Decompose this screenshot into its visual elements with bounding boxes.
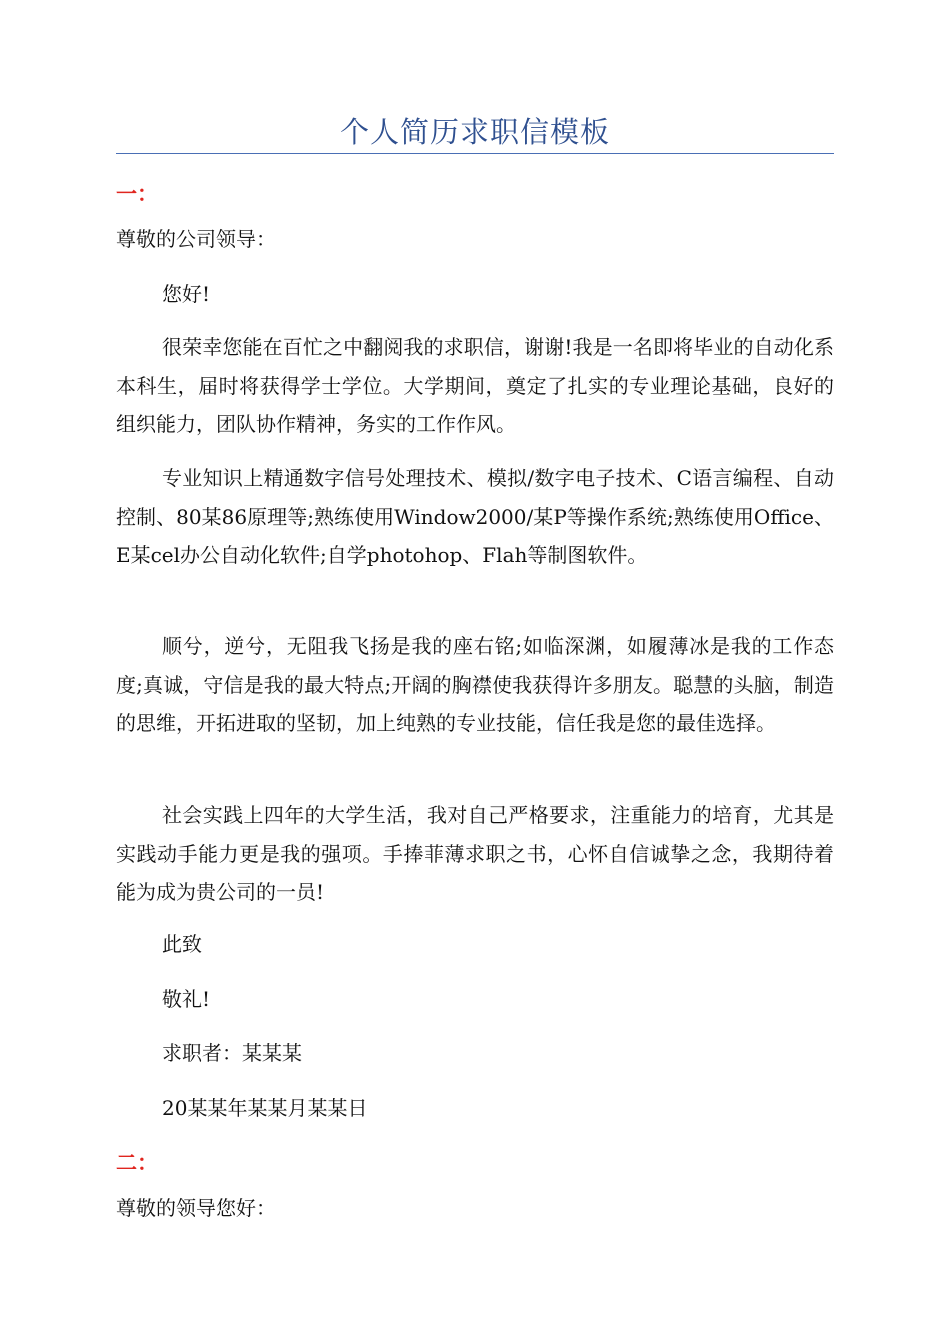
section-1-paragraph-2: 专业知识上精通数字信号处理技术、模拟/数字电子技术、C语言编程、自动控制、80某86原理等;熟练使用Window2000/某P等操作系统;熟练使用Office、E某cel办公自动化软件;自学photohop、Flah等制图软件。 bbox=[116, 466, 834, 567]
section-1-greeting: 您好! bbox=[162, 282, 211, 306]
section-1-salutation: 尊敬的公司领导： bbox=[116, 227, 276, 251]
section-2-salutation: 尊敬的领导您好： bbox=[116, 1196, 276, 1220]
section-1-heading: 一： bbox=[116, 182, 158, 206]
section-1-paragraph-4: 社会实践上四年的大学生活，我对自己严格要求，注重能力的培育，尤其是实践动手能力更是我的强项。手捧菲薄求职之书，心怀自信诚挚之念，我期待着能为成为贵公司的一员! bbox=[116, 803, 834, 904]
closing-line-1: 此致 bbox=[162, 932, 202, 956]
closing-line-2: 敬礼! bbox=[162, 987, 211, 1011]
section-1-paragraph-3: 顺兮，逆兮，无阻我飞扬是我的座右铭;如临深渊，如履薄冰是我的工作态度;真诚，守信是我的最大特点;开阔的胸襟使我获得许多朋友。聪慧的头脑，制造的思维，开拓进取的坚韧，加上纯熟的专业技能，信任我是您的最佳选择。 bbox=[116, 634, 834, 735]
document-title: 个人简历求职信模板 bbox=[339, 115, 610, 149]
title-underline bbox=[116, 153, 834, 154]
section-2-heading: 二： bbox=[116, 1151, 158, 1175]
section-1-paragraph-1: 很荣幸您能在百忙之中翻阅我的求职信，谢谢!我是一名即将毕业的自动化系本科生，届时将获得学士学位。大学期间，奠定了扎实的专业理论基础，良好的组织能力，团队协作精神，务实的工作作风。 bbox=[116, 335, 834, 436]
signature-line: 求职者：某某某 bbox=[162, 1041, 302, 1065]
date-line: 20某某年某某月某某日 bbox=[162, 1096, 368, 1120]
